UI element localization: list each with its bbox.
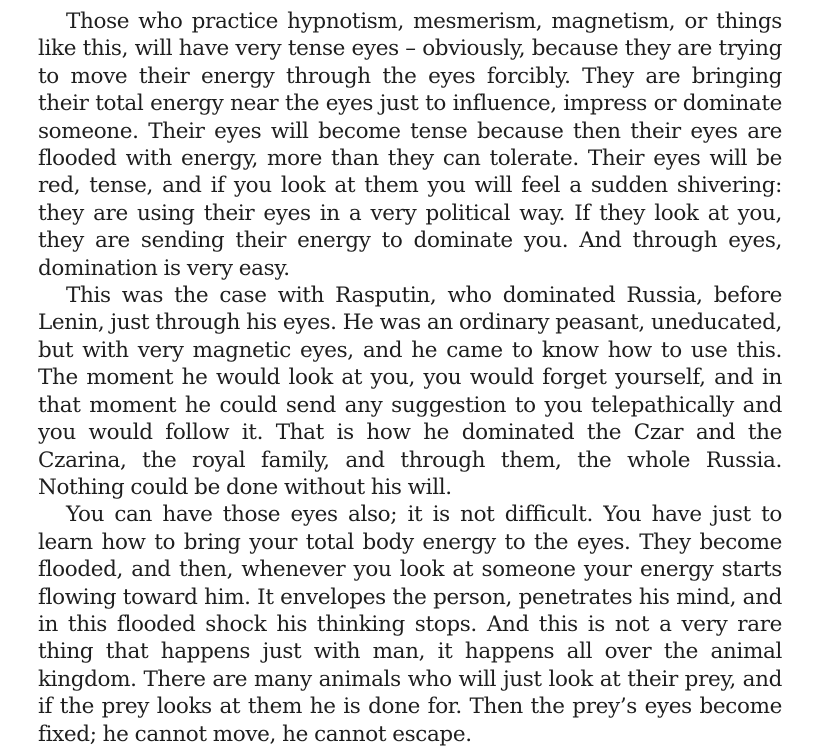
paragraph-flooded-eyes: You can have those eyes also; it is not difficult. You have just to learn how to bring your total body energy to the eyes. They become flooded, and then, whenever you look at someone your energy starts flowing toward him. It envelopes the person, penetrates his mind, and in this flooded shock his thinking stops. And this is not a very rare thing that happens just with man, it happens all over the animal kingdom. There are many animals who will just look at their prey, and if the prey looks at them he is done for. Then the prey’s eyes become fixed; he cannot move, he cannot escape.: [38, 502, 782, 747]
paragraph-rasputin: This was the case with Rasputin, who dominated Russia, before Lenin, just through his eyes. He was an ordinary peasant, uneducated, but with very magnetic eyes, and he came to know how to use this. The moment he would look at you, you would forget yourself, and in that moment he could send any suggestion to you telepathically and you would follow it. That is how he dominated the Czar and the Czarina, the royal family, and through them, the whole Russia. Nothing could be done without his will.: [38, 283, 782, 500]
paragraph-hypnotism: Those who practice hypnotism, mesmerism, magnetism, or things like this, will have very tense eyes – obviously, because they are trying to move their energy through the eyes forcibly. They are bringing their total energy near the eyes just to influence, impress or dominate someone. Their eyes will become tense because then their eyes are flooded with energy, more than they can tolerate. Their eyes will be red, tense, and if you look at them you will feel a sudden shivering: they are using their eyes in a very political way. If they look at you, they are sending their energy to dominate you. And through eyes, domination is very easy.: [38, 9, 782, 281]
